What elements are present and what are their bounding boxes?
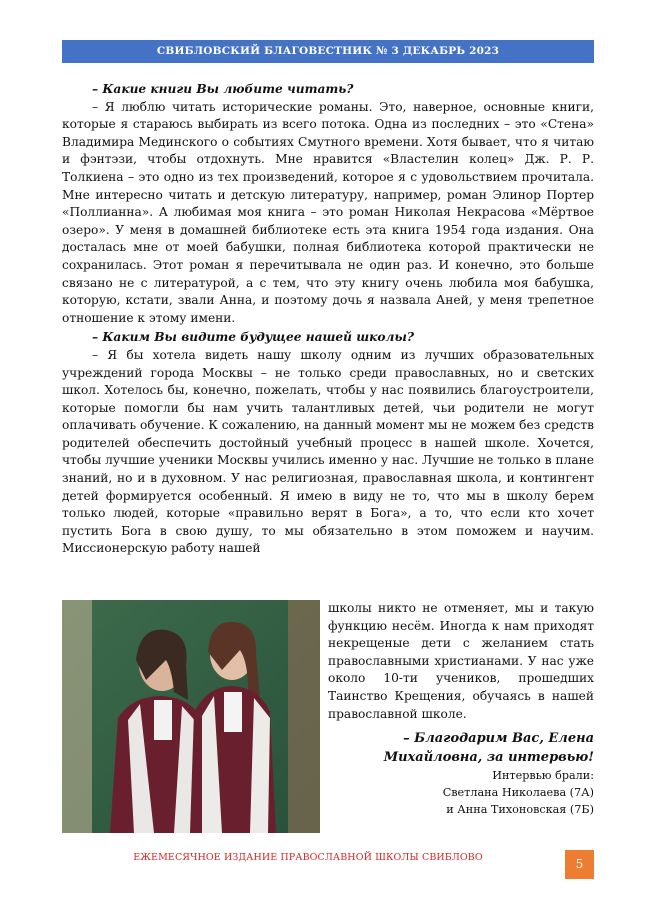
article-continuation — [328, 600, 594, 818]
answer-future: – Я бы хотела видеть нашу школу одним из лучших образовательных учреждений города Москвы – не только среди православных, но и светских школ. Хотелось бы, конечно, пожелать, чтобы у нас появились благоустроители, которые помогли бы нам учить талантливых детей, чьи родители не могут оплачивать обучение. К сожалению, на данный момент мы не можем без средств родителей обеспечить достойный учебный процесс в нашей школе. Хочется, чтобы лучшие ученики Москвы учились именно у нас. Лучшие не только в плане знаний, но и в духовном. У нас религиозная, православная школа, и контингент детей формируется особенный. Я имею в виду не то, что мы в школу берем только людей, которые «правильно верят в Бога», а то, что если кто хочет пустить Бога в свою душу, то мы обязательно в этом поможем и научим. Миссионерскую работу нашей — [62, 347, 594, 556]
answer-future-continued: школы никто не отменяет, мы и такую функцию несём. Иногда к нам приходят некрещеные дети с желанием стать православными христианами. У нас уже около 10-ти учеников, прошедших Таинство Крещения, обучаясь в нашей православной школе. — [328, 601, 594, 721]
credits-label: Интервью брали: — [492, 769, 594, 783]
credits-author-1: Светлана Николаева (7А) — [442, 786, 594, 800]
article-body — [62, 79, 594, 558]
footer-publication-text: ЕЖЕМЕСЯЧНОЕ ИЗДАНИЕ ПРАВОСЛАВНОЙ ШКОЛЫ СВИБЛОВО — [133, 852, 483, 863]
answer-books: – Я люблю читать исторические романы. Это, наверное, основные книги, которые я стараюсь выбирать из всего потока. Одна из последних – это «Стена» Владимира Мединского о событиях Смутного времени. Хотя бывает, что я читаю и фэнтэзи, чтобы отдохнуть. Мне нравится «Властелин колец» Дж. Р. Р. Толкиена – это одно из тех произведений, которое я с удовольствием прочитала. Мне интересно читать и детскую литературу, например, роман Элинор Портер «Поллианна». А любимая моя книга – это роман Николая Некрасова «Мёртвое озеро». У меня в домашней библиотеке есть эта книга 1954 года издания. Она досталась мне от моей бабушки, полная библиотека которой практически не сохранилась. Этот роман я перечитывала не один раз. И конечно, это больше связано не с литературой, а с тем, что эту книгу очень любила моя бабушка, которую, кстати, звали Анна, и поэтому дочь я назвала Аней, у меня трепетное отношение к этому имени. — [62, 99, 594, 325]
page-number-badge: 5 — [565, 850, 594, 879]
credits-author-2: и Анна Тихоновская (7Б) — [446, 803, 594, 817]
question-future: – Каким Вы видите будущее нашей школы? — [92, 330, 414, 345]
closing-thanks: – Благодарим Вас, Елена Михайловна, за интервью! — [383, 731, 594, 766]
question-books: – Какие книги Вы любите читать? — [92, 82, 354, 96]
newsletter-header: СВИБЛОВСКИЙ БЛАГОВЕСТНИК № 3 ДЕКАБРЬ 2023 — [62, 40, 594, 63]
students-photo-drawing — [62, 600, 320, 833]
students-photo — [62, 600, 320, 833]
